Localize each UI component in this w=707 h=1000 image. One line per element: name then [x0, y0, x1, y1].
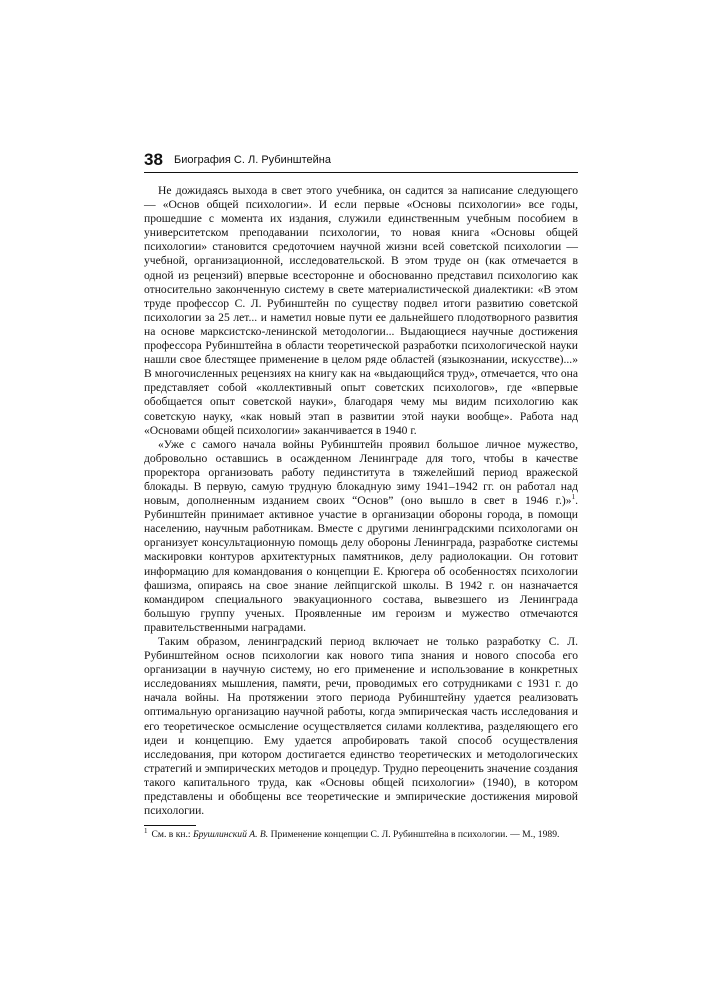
paragraph-2-text: «Уже с самого начала войны Рубинштейн проявил большое личное мужество, добровольно оставшись в осажденном Ленинграде для того, чтобы в качестве проректора организовать работу пединститута в тяжелейший период вражеской блокады. В первую, самую трудную блокадную зиму 1941–1942 гг. он работал над новым, дополненным изданием своих “Основ” (оно вышло в свет в 1946 г.)» [144, 437, 578, 508]
body-text [144, 184, 578, 818]
footnote-divider [144, 825, 196, 826]
page-header [144, 150, 578, 173]
footnote-mark: 1 [144, 826, 148, 835]
footnote [144, 826, 578, 841]
paragraph-3: Таким образом, ленинградский период включает не только разработку С. Л. Рубинштейном основ психологии как нового типа знания и нового способа его организации в научную систему, но его применение и использование в конкретных исследованиях мышления, памяти, речи, проводимых его сотрудниками с 1931 г. до начала войны. На протяжении этого периода Рубинштейну удается реализовать оптимальную организацию научной работы, когда эмпирическая часть исследования и его теоретическое осмысление осуществляется силами коллектива, разделяющего его идеи и концепцию. Ему удается апробировать такой способ осуществления исследования, при котором достигается единство теоретических и методологических стратегий и эмпирических методов и процедур. Трудно переоценить значение создания такого капитального труда, как «Основы общей психологии» (1940), в котором представлены и обобщены все теоретические и эмпирические достижения мировой психологии. [144, 635, 578, 818]
footnote-prefix: См. в кн.: [151, 829, 193, 840]
paragraph-2 [144, 438, 578, 635]
running-title: Биография С. Л. Рубинштейна [174, 154, 331, 166]
footnote-citation: Применение концепции С. Л. Рубинштейна в психологии. — М., 1989. [268, 829, 560, 840]
paragraph-2-continuation: . Рубинштейн принимает активное участие в организации обороны города, в помощи населению, научным работникам. Вместе с другими ленинградскими психологами он организует консультационную помощь делу обороны Ленинграда, разработке системы маскировки контуров архитектурных памятников, делу радиолокации. Он готовит информацию для командования о концепции Е. Крюгера об особенностях психологии фашизма, опираясь на свое знание лейпцигской школы. В 1942 г. он назначается командиром специального эвакуационного состава, вывезшего из Ленинграда большую группу ученых. Проявленные им героизм и мужество отмечаются правительственными наградами. [144, 494, 578, 634]
page-number: 38 [144, 150, 163, 169]
footnote-reference[interactable]: 1 [571, 493, 576, 502]
footnote-author: Брушлинский А. В. [192, 829, 269, 840]
paragraph-1: Не дожидаясь выхода в свет этого учебника, он садится за написание следующего — «Основ общей психологии». И если первые «Основы психологии» все годы, прошедшие с момента их издания, служили единственным учебным пособием в университетском преподавании психологии, то новая книга «Основы общей психологии» становится средоточием научной жизни всей советской психологии — учебной, организационной, исследовательской. В этом труде он (как отмечается в одной из рецензий) впервые всесторонне и обоснованно представил психологию как относительно законченную систему в свете материалистической диалектики: «В этом труде профессор С. Л. Рубинштейн по существу подвел итоги развитию советской психологии за 25 лет... и наметил новые пути ее дальнейшего плодотворного развития на основе марксистско-ленинской методологии... Выдающиеся научные достижения профессора Рубинштейна в области теоретической разработки психологической науки нашли свое блестящее применение в целом ряде областей (языкознании, искусстве)...» В многочисленных рецензиях на книгу как на «выдающийся труд», отмечается, что она представляет собой «коллективный опыт советских психологов», где «впервые обобщается опыт советской науки», благодаря чему мы видим психологию как советскую науку, «как новый этап в развитии этой науки вообще». Работа над «Основами общей психологии» заканчивается в 1940 г. [144, 184, 578, 437]
